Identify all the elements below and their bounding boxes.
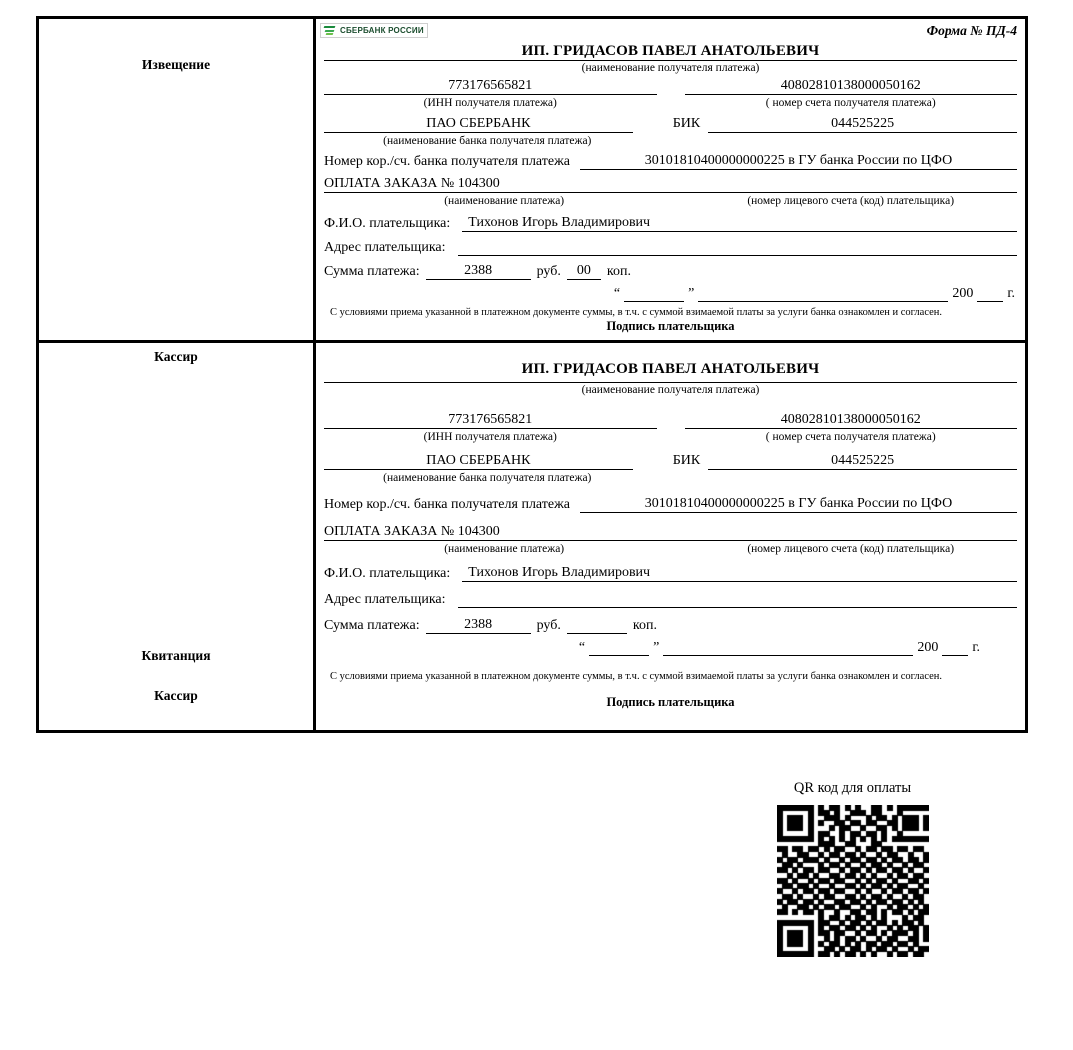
date-month-line-top[interactable] — [698, 288, 948, 302]
bank-caption-row-bottom — [316, 470, 1025, 487]
korr-account-label-bottom: Номер кор./сч. банка получателя платежа — [324, 497, 570, 512]
payment-form — [36, 16, 1028, 733]
form-half-receipt — [39, 343, 1025, 730]
recipient-title-top: ИП. ГРИДАСОВ ПАВЕЛ АНАТОЛЬЕВИЧ — [521, 43, 820, 59]
caption-account-top: ( номер счета получателя платежа) — [765, 97, 936, 109]
inn-account-caption-row-bottom — [316, 429, 1025, 446]
recipient-title-bottom: ИП. ГРИДАСОВ ПАВЕЛ АНАТОЛЬЕВИЧ — [521, 361, 820, 377]
signature-label-top: Подпись плательщика — [606, 319, 735, 333]
caption-personal-account-bottom: (номер лицевого счета (код) плательщика) — [747, 543, 955, 555]
sum-label-bottom: Сумма платежа: — [324, 618, 420, 633]
korr-account-row-top — [316, 152, 1025, 170]
korr-account-value-bottom: 30101810400000000225 в ГУ банка России по ЦФО — [580, 495, 1017, 513]
payment-name-row-bottom — [316, 523, 1025, 541]
inn-account-row-bottom — [316, 411, 1025, 429]
caption-bank-name-bottom: (наименование банка получателя платежа) — [383, 472, 592, 484]
bik-value-top: 044525225 — [708, 115, 1017, 133]
payer-address-row-bottom — [316, 590, 1025, 608]
stub-label-cashier-bottom: Кассир — [154, 688, 198, 703]
payment-caption-row-bottom — [316, 541, 1025, 558]
year-label-top: 200 — [952, 286, 974, 301]
caption-payment-name-top: (наименование платежа) — [444, 195, 565, 207]
receipt-stub-column — [39, 343, 316, 730]
form-header-row — [316, 19, 1025, 41]
caption-inn-bottom: (ИНН получателя платежа) — [423, 431, 557, 443]
sum-kop-value-top[interactable]: 00 — [567, 262, 601, 280]
terms-text-bottom: С условиями приема указанной в платежном документе суммы, в т.ч. с суммой взимаемой платы за услуги банка ознакомлен и согласен. — [330, 671, 943, 682]
payer-name-row-bottom — [316, 564, 1025, 582]
quote-open-top: “ — [613, 286, 621, 301]
stub-label-receipt: Квитанция — [141, 648, 211, 663]
date-month-line-bottom[interactable] — [663, 642, 913, 656]
sum-rub-label-top: руб. — [536, 264, 561, 279]
payer-name-row-top — [316, 214, 1025, 232]
stub-label-cashier-top: Кассир — [154, 349, 198, 364]
form-half-notice — [39, 19, 1025, 364]
caption-recipient-name-top: (наименование получателя платежа) — [581, 62, 760, 74]
payer-address-label-bottom: Адрес плательщика: — [324, 592, 446, 607]
bik-label-bottom: БИК — [672, 453, 701, 468]
sum-rub-label-bottom: руб. — [536, 618, 561, 633]
korr-account-label-top: Номер кор./сч. банка получателя платежа — [324, 154, 570, 169]
korr-account-value-top: 30101810400000000225 в ГУ банка России по ЦФО — [580, 152, 1017, 170]
date-row-top — [316, 280, 1025, 302]
personal-account-value-top — [684, 175, 1017, 193]
date-row-bottom — [316, 634, 1025, 656]
bank-name-value-top: ПАО СБЕРБАНК — [324, 115, 633, 133]
sum-kop-label-top: коп. — [606, 264, 631, 279]
sum-row-top — [316, 262, 1025, 280]
sum-kop-value-bottom[interactable] — [567, 616, 627, 634]
sberbank-logo — [320, 23, 428, 38]
sum-row-bottom — [316, 616, 1025, 634]
bank-caption-row-top — [316, 133, 1025, 150]
quote-close-bottom: ” — [653, 640, 660, 655]
date-year-line-bottom[interactable] — [942, 642, 968, 656]
korr-account-row-bottom — [316, 495, 1025, 513]
bik-label-top: БИК — [672, 116, 701, 131]
payment-name-value-bottom: ОПЛАТА ЗАКАЗА № 104300 — [324, 523, 684, 541]
inn-account-row-top — [316, 77, 1025, 95]
receipt-body — [316, 343, 1025, 730]
qr-code-image — [777, 805, 929, 957]
sum-rub-value-top[interactable]: 2388 — [426, 262, 531, 280]
inn-value-top: 773176565821 — [324, 77, 657, 95]
year-label-bottom: 200 — [917, 640, 939, 655]
notice-body — [316, 19, 1025, 340]
signature-label-bottom: Подпись плательщика — [606, 695, 735, 709]
payment-caption-row-top — [316, 193, 1025, 210]
payment-name-row-top — [316, 175, 1025, 193]
stub-label-notice: Извещение — [141, 57, 211, 72]
caption-recipient-name-bottom: (наименование получателя платежа) — [581, 384, 760, 396]
bank-name-value-bottom: ПАО СБЕРБАНК — [324, 452, 633, 470]
qr-payment-block — [765, 780, 940, 957]
personal-account-value-bottom — [684, 523, 1017, 541]
payer-name-value-top[interactable]: Тихонов Игорь Владимирович — [462, 214, 1017, 232]
sum-label-top: Сумма платежа: — [324, 264, 420, 279]
quote-close-top: ” — [688, 286, 695, 301]
date-day-line-top[interactable] — [624, 288, 684, 302]
payer-address-value-bottom[interactable] — [458, 590, 1017, 608]
payer-address-value-top[interactable] — [458, 238, 1017, 256]
qr-title: QR код для оплаты — [793, 780, 912, 796]
bank-bik-row-top — [316, 115, 1025, 133]
sberbank-logo-text: СБЕРБАНК РОССИИ — [340, 26, 424, 35]
date-year-line-top[interactable] — [977, 288, 1003, 302]
notice-stub-column — [39, 19, 316, 364]
year-suffix-top: г. — [1007, 286, 1015, 301]
sum-rub-value-bottom[interactable]: 2388 — [426, 616, 531, 634]
payer-address-label-top: Адрес плательщика: — [324, 240, 446, 255]
payment-name-value-top: ОПЛАТА ЗАКАЗА № 104300 — [324, 175, 684, 193]
payer-name-value-bottom[interactable]: Тихонов Игорь Владимирович — [462, 564, 1017, 582]
sberbank-mark-icon — [324, 25, 337, 36]
caption-payment-name-bottom: (наименование платежа) — [444, 543, 565, 555]
caption-personal-account-top: (номер лицевого счета (код) плательщика) — [747, 195, 955, 207]
bik-value-bottom: 044525225 — [708, 452, 1017, 470]
caption-inn-top: (ИНН получателя платежа) — [423, 97, 557, 109]
caption-account-bottom: ( номер счета получателя платежа) — [765, 431, 936, 443]
caption-bank-name-top: (наименование банка получателя платежа) — [383, 135, 592, 147]
payer-name-label-top: Ф.И.О. плательщика: — [324, 216, 451, 231]
account-value-top: 40802810138000050162 — [685, 77, 1018, 95]
bank-bik-row-bottom — [316, 452, 1025, 470]
form-number: Форма № ПД-4 — [926, 23, 1017, 38]
inn-value-bottom: 773176565821 — [324, 411, 657, 429]
inn-account-caption-row-top — [316, 95, 1025, 112]
sum-kop-label-bottom: коп. — [632, 618, 657, 633]
account-value-bottom: 40802810138000050162 — [685, 411, 1018, 429]
date-day-line-bottom[interactable] — [589, 642, 649, 656]
quote-open-bottom: “ — [578, 640, 586, 655]
terms-text-top: С условиями приема указанной в платежном документе суммы, в т.ч. с суммой взимаемой платы за услуги банка ознакомлен и согласен. — [330, 307, 943, 318]
payer-name-label-bottom: Ф.И.О. плательщика: — [324, 566, 451, 581]
payer-address-row-top — [316, 238, 1025, 256]
year-suffix-bottom: г. — [972, 640, 980, 655]
